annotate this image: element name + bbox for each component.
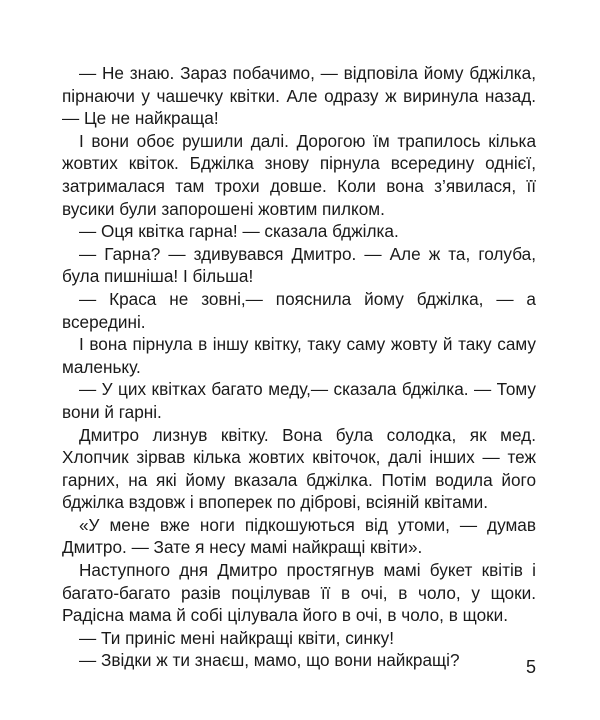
paragraph: — Звідки ж ти знаєш, мамо, що вони найкращі? [79,650,460,671]
paragraph: Наступного дня Дмитро простягнув мамі букет квітів і багато-багато разів поцілував її в очі, в чоло, у щоки. Радісна мама й собі цілувала його в очі, в чоло, в щоки. [62,560,536,626]
story-text [62,62,536,672]
paragraph: І вона пірнула в іншу квітку, таку саму жовту й таку саму маленьку. [62,334,536,377]
paragraph: Дмитро лизнув квітку. Вона була солодка, як мед. Хлопчик зірвав кілька жовтих квіточок, далі інших — теж гарних, на які йому вказала бджілка. Потім водила його бджілка вздовж і впоперек по діброві, всіяній квітами. [62,424,536,513]
paragraph: — Оця квітка гарна! — сказала бджілка. [79,221,399,242]
paragraph: — Не знаю. Зараз побачимо, — відповіла йому бджілка, пірнаючи у чашечку квітки. Але одразу ж виринула назад. — Це не найкраща! [62,63,536,129]
paragraph: І вони обоє рушили далі. Дорогою їм трапилось кілька жовтих квіток. Бджілка знову пірнула всередину однієї, затрималася там трохи довше. Коли вона з’явилася, її вусики були запорошені жовтим пилком. [62,130,536,219]
paragraph: «У мене вже ноги підкошуються від утоми, — думав Дмитро. — Зате я несу мамі найкращі квіти». [62,514,536,558]
page-number: 5 [526,657,537,677]
paragraph: — У цих квітках багато меду,— сказала бджілка. — Тому вони й гарні. [62,379,536,422]
paragraph: — Гарна? — здивувався Дмитро. — Але ж та, голуба, була пишніша! І більша! [62,243,536,287]
paragraph: — Краса не зовні,— пояснила йому бджілка, — а всередині. [62,288,536,332]
paragraph: — Ти приніс мені найкращі квіти, синку! [79,627,394,648]
